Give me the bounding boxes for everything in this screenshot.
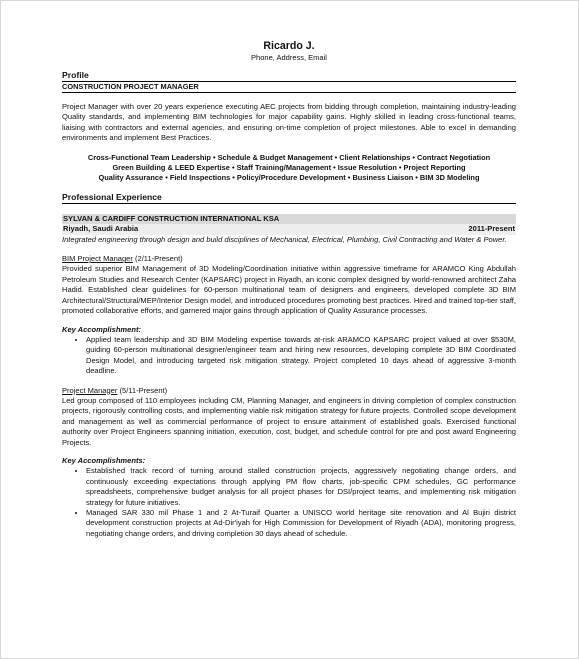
skills-block xyxy=(62,153,516,184)
company-location: Riyadh, Saudi Arabia xyxy=(63,224,139,234)
role-title: Project Manager xyxy=(62,385,118,395)
role-title: BIM Project Manager xyxy=(62,254,133,264)
role-description: Led group composed of 110 employees including CM, Planning Manager, and engineers in driving completion of complex construction projects, rigorously controlling costs, and implementing viable risk mitigation strategy for future projects. Controlled scope development and management as well as commercial performance of project to ensure attainment of established goals. Exercised functional authority over Project Engineers spanning initiation, execution, cost, budget, and schedule control for pre and post award Engineering Projects. xyxy=(62,395,516,447)
accomplishment-item: • Established track record of turning around stalled construction projects, aggressively negotiating change orders, and continuously exceeding expectations through applying PM flow charts, job-specific CPM schedules, GC performance spreadsheets, comprehensive budget analysis for all project phases for DSI/project teams, and implementing risk mitigation strategy for future initiatives. xyxy=(86,466,516,508)
company-dates: 2011-Present xyxy=(468,224,515,234)
role-block xyxy=(62,386,516,540)
role-dates: (5/11-Present) xyxy=(119,385,168,395)
role-description: Provided superior BIM Management of 3D Modeling/Coordination initiative within aggressive timeframe for ARAMCO King Abdullah Petroleum Studies and Research Center (KAPSARC) project in Riyadh, an iconic complex designed by world-renowned architect Zaha Hadid. Established clear guidelines for 60-person multinational team of designers and engineers, developed complete 3D BIM Architectural/Structural/MEP/Interior Design model, and introduced procedures promoting best practices. Hired and trained top-tier staff, promoted collaborative efforts, and garnered major gains through application of Quality Assurance processes. xyxy=(62,264,516,316)
accomplishment-list xyxy=(62,466,516,539)
skills-line: Green Building & LEED Expertise • Staff Training/Management • Issue Resolution • Project Reporting xyxy=(112,163,466,173)
experience-heading: Professional Experience xyxy=(62,191,516,204)
key-accomplishment-label: Key Accomplishment: xyxy=(62,324,141,334)
profile-summary: Project Manager with over 20 years experience executing AEC projects from bidding through completion, maintaining industry-leading Quality standards, and implementing BIM technologies for major capability gains. Highly skilled in leading cross-functional teams, liaising with contractors and external agencies, and ensuring on-time completion of project milestones. Able to excel in demanding environments and implement Best Practices. xyxy=(62,102,516,143)
profile-heading: Profile xyxy=(62,69,516,82)
accomplishment-item: • Managed SAR 330 mil Phase 1 and 2 At-Turaif Quarter a UNISCO world heritage site renovation and Al Bujiri district development construction projects at Ad-Dir'iyah for High Commission for Development of Riyadh (ADA), monitoring progress, negotiating change orders, and driving completion 30 days ahead of schedule. xyxy=(86,508,516,539)
company-name: SYLVAN & CARDIFF CONSTRUCTION INTERNATIONAL KSA xyxy=(62,214,516,224)
profile-title: CONSTRUCTION PROJECT MANAGER xyxy=(62,82,516,93)
key-accomplishments-label: Key Accomplishments: xyxy=(62,455,146,465)
role-block xyxy=(62,254,516,376)
skills-line: Cross-Functional Team Leadership • Schedule & Budget Management • Client Relationships • Contract Negotiation xyxy=(87,152,491,162)
role-header xyxy=(62,386,516,396)
contact-line: Phone, Address, Email xyxy=(251,53,327,62)
company-summary: Integrated engineering through design and build disciplines of Mechanical, Electrical, Plumbing, Civil Contracting and Water & Power. xyxy=(62,234,507,244)
role-header xyxy=(62,254,516,264)
resume-page xyxy=(62,40,516,539)
role-dates: (2/11-Present) xyxy=(135,254,183,264)
skills-line: Quality Assurance • Field Inspections • Policy/Procedure Development • Business Liaison • BIM 3D Modeling xyxy=(98,173,480,183)
company-location-row xyxy=(62,224,516,234)
candidate-name: Ricardo J. xyxy=(263,40,315,52)
accomplishment-list xyxy=(62,335,516,377)
accomplishment-item: • Applied team leadership and 3D BIM Modeling expertise towards at-risk ARAMCO KAPSARC project valued at over $530M, guiding 60-person multinational designer/engineer team and hiring new resources, developing complete 3D BIM Coordinated Design Model, and introducing targeted risk mitigation strategy. Project completed 10 days ahead of aggressive 3-month deadline. xyxy=(86,335,516,377)
